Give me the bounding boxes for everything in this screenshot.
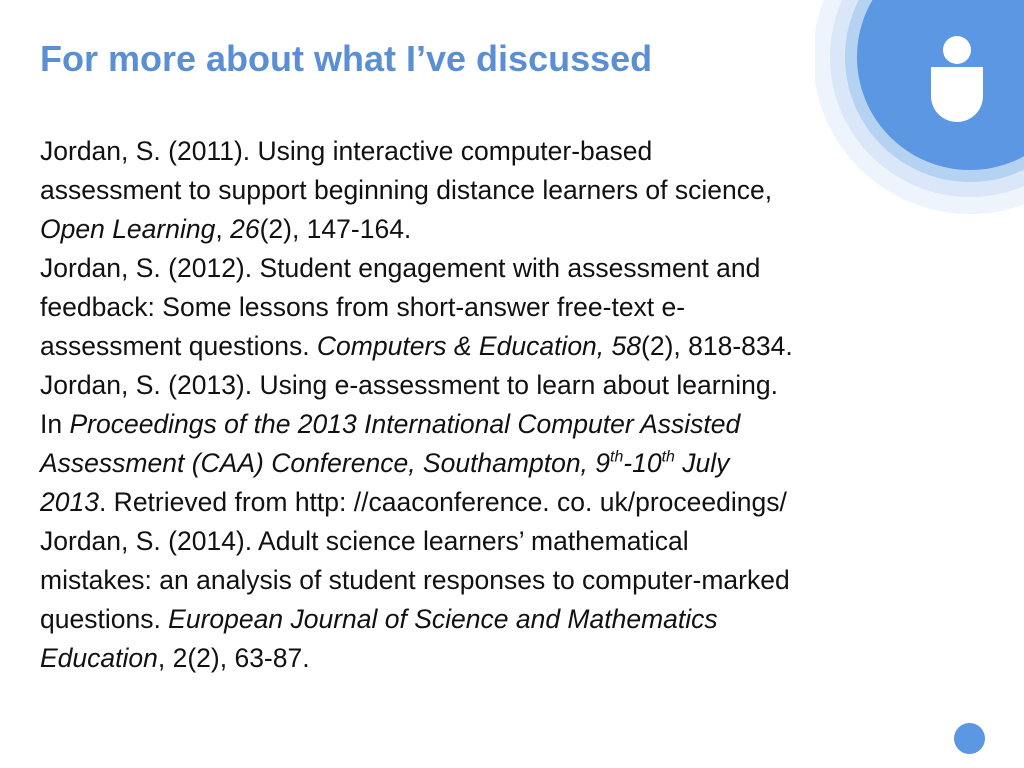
reference-list: Jordan, S. (2011). Using interactive computer-based assessment to support beginning distance learners of science, Open Learning, 26(2), 147-164. Jordan, S. (2012). Student engagement with assessment and feedback: Some lessons from short-answer free-text e- assessment questions. Computers & Education, 58(2), 818-834. Jordan, S. (2013). Using e-assessment to learn about learning. In Proceedings of the 2013 International Computer Assisted Assessment (CAA) Conference, Southampton, 9th-10th July 2013. Retrieved from http: //caaconference. co. uk/proceedings/ Jordan, S. (2014). Adult science learners’ mathematical mistakes: an analysis of student responses to computer-marked questions. European Journal of Science and Mathematics Education, 2(2), 63-87. xyxy=(40,132,985,678)
journal-title: Open Learning xyxy=(40,214,216,244)
reference-item: Jordan, S. (2011). Using interactive computer-based xyxy=(40,136,653,166)
reference-item: Jordan, S. (2014). Adult science learners’ mathematical xyxy=(40,526,689,556)
retrieved-url: . Retrieved from http: //caaconference. co. uk/proceedings/ xyxy=(98,487,787,517)
reference-item: Jordan, S. (2013). Using e-assessment to learn about learning. xyxy=(40,370,778,400)
reference-item: Jordan, S. (2012). Student engagement with assessment and xyxy=(40,253,761,283)
journal-title: Computers & Education, xyxy=(316,331,605,361)
volume: 58 xyxy=(611,331,642,361)
page-title: For more about what I’ve discussed xyxy=(40,38,653,79)
volume: 26 xyxy=(230,214,260,244)
slide-dot-icon xyxy=(954,723,985,754)
